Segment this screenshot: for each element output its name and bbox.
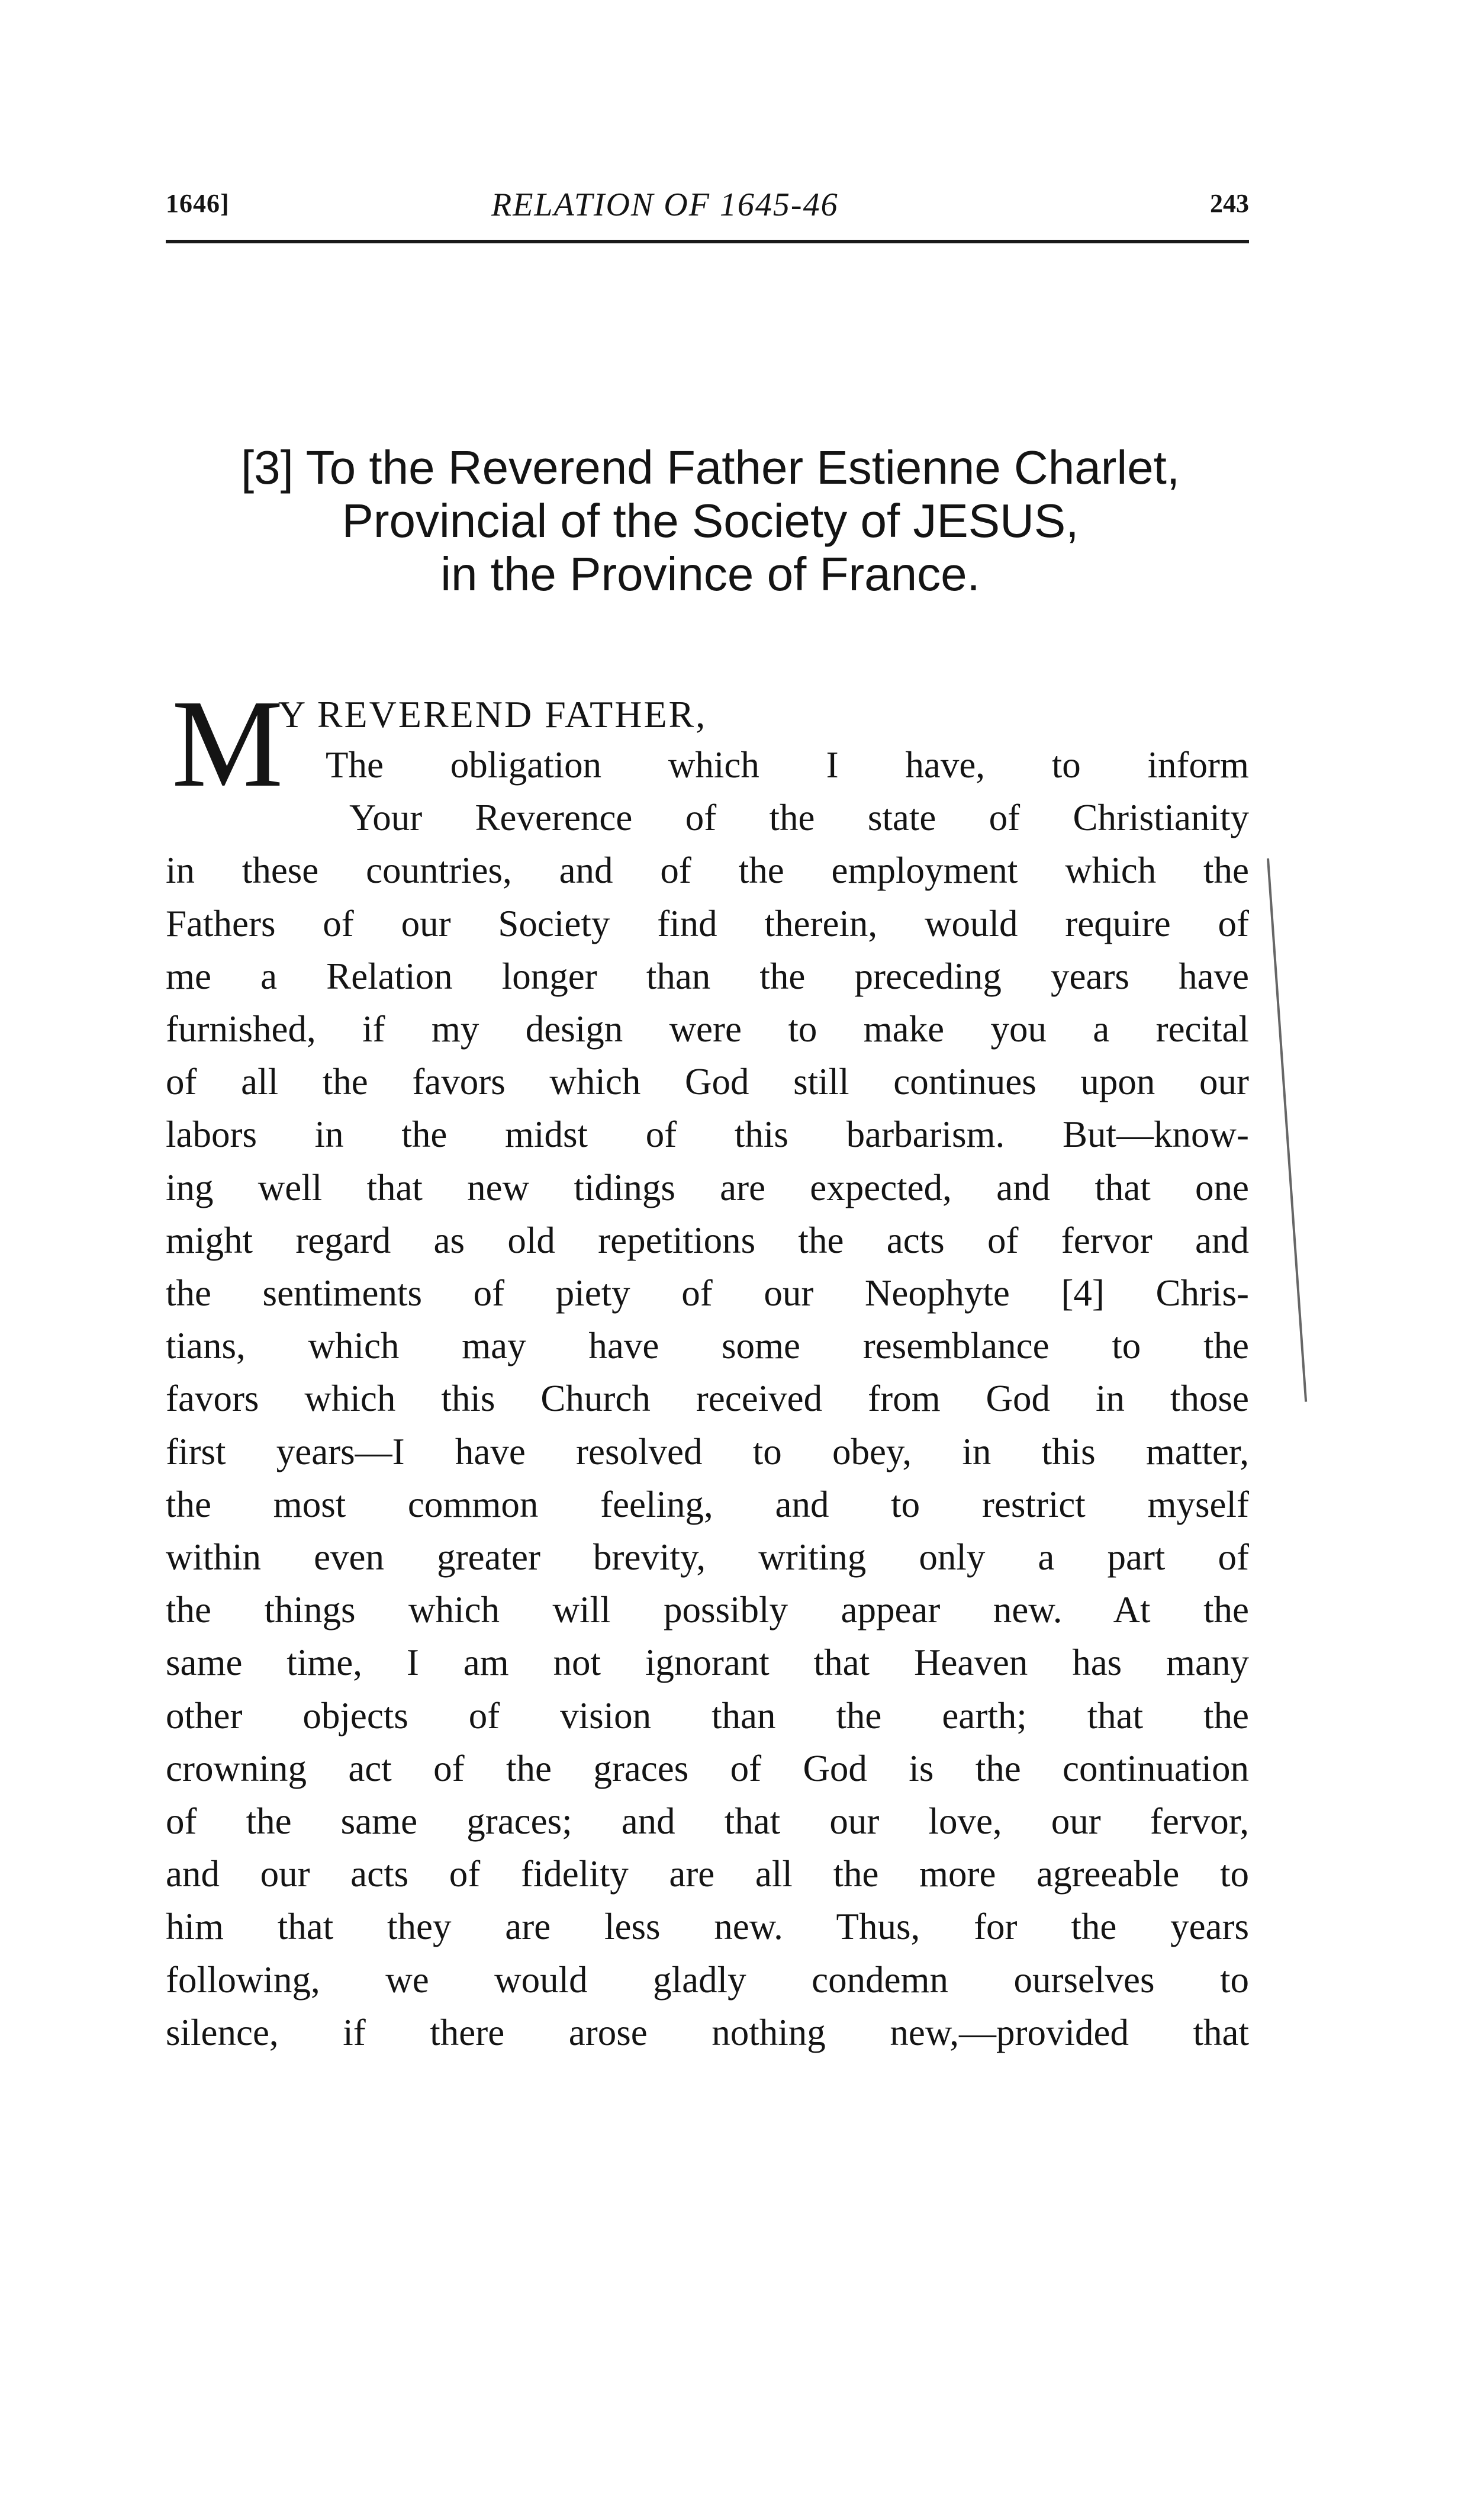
header-year: 1646]	[166, 189, 230, 218]
page-number: 243	[1210, 189, 1249, 218]
body-line: furnished, if my design were to make you a recital	[166, 1008, 1249, 1050]
body-line: of all the favors which God still continues upon our	[166, 1061, 1249, 1103]
body-paragraph	[166, 739, 1249, 2059]
body-line: following, we would gladly condemn ourselves to	[166, 1959, 1249, 2001]
body-line: Your Reverence of the state of Christianity	[349, 797, 1249, 839]
salutation: Y REVEREND FATHER,	[278, 693, 707, 735]
header-title: RELATION OF 1645-46	[491, 186, 839, 223]
body-line: the most common feeling, and to restrict myself	[166, 1483, 1249, 1525]
body-line: ing well that new tidings are expected, and that one	[166, 1166, 1249, 1208]
body-line: first years—I have resolved to obey, in this matter,	[166, 1430, 1249, 1472]
body-line: in these countries, and of the employment which the	[166, 850, 1249, 892]
body-line: favors which this Church received from God in those	[166, 1378, 1249, 1420]
body-line: the things which will possibly appear new. At the	[166, 1589, 1249, 1631]
address-heading	[148, 441, 1273, 601]
margin-stroke	[1267, 858, 1307, 1402]
body-line: The obligation which I have, to inform	[326, 744, 1249, 786]
header-rule	[166, 240, 1249, 243]
address-line: in the Province of France.	[440, 548, 980, 600]
body-line: of the same graces; and that our love, our fervor,	[166, 1800, 1249, 1842]
body-line: crowning act of the graces of God is the continuation	[166, 1747, 1249, 1789]
address-line: Provincial of the Society of JESUS,	[342, 494, 1079, 547]
running-header	[166, 188, 1249, 236]
body-line: him that they are less new. Thus, for the years	[166, 1906, 1249, 1948]
body-line: labors in the midst of this barbarism. But—know-	[166, 1114, 1249, 1156]
body-line: might regard as old repetitions the acts of fervor and	[166, 1219, 1249, 1261]
body-line: other objects of vision than the earth; that the	[166, 1694, 1249, 1736]
address-line: [3] To the Reverend Father Estienne Charlet,	[240, 441, 1180, 494]
body-line: the sentiments of piety of our Neophyte [4] Chris-	[166, 1272, 1249, 1314]
body-line: same time, I am not ignorant that Heaven has many	[166, 1642, 1249, 1684]
body-line: me a Relation longer than the preceding years have	[166, 955, 1249, 997]
body-line: tians, which may have some resemblance to the	[166, 1325, 1249, 1367]
body-line: silence, if there arose nothing new,—provided that	[166, 2011, 1249, 2053]
body-line: Fathers of our Society find therein, would require of	[166, 902, 1249, 944]
body-line: within even greater brevity, writing only a part of	[166, 1536, 1249, 1578]
drop-cap: M	[172, 674, 284, 813]
body-line: and our acts of fidelity are all the more agreeable to	[166, 1853, 1249, 1895]
